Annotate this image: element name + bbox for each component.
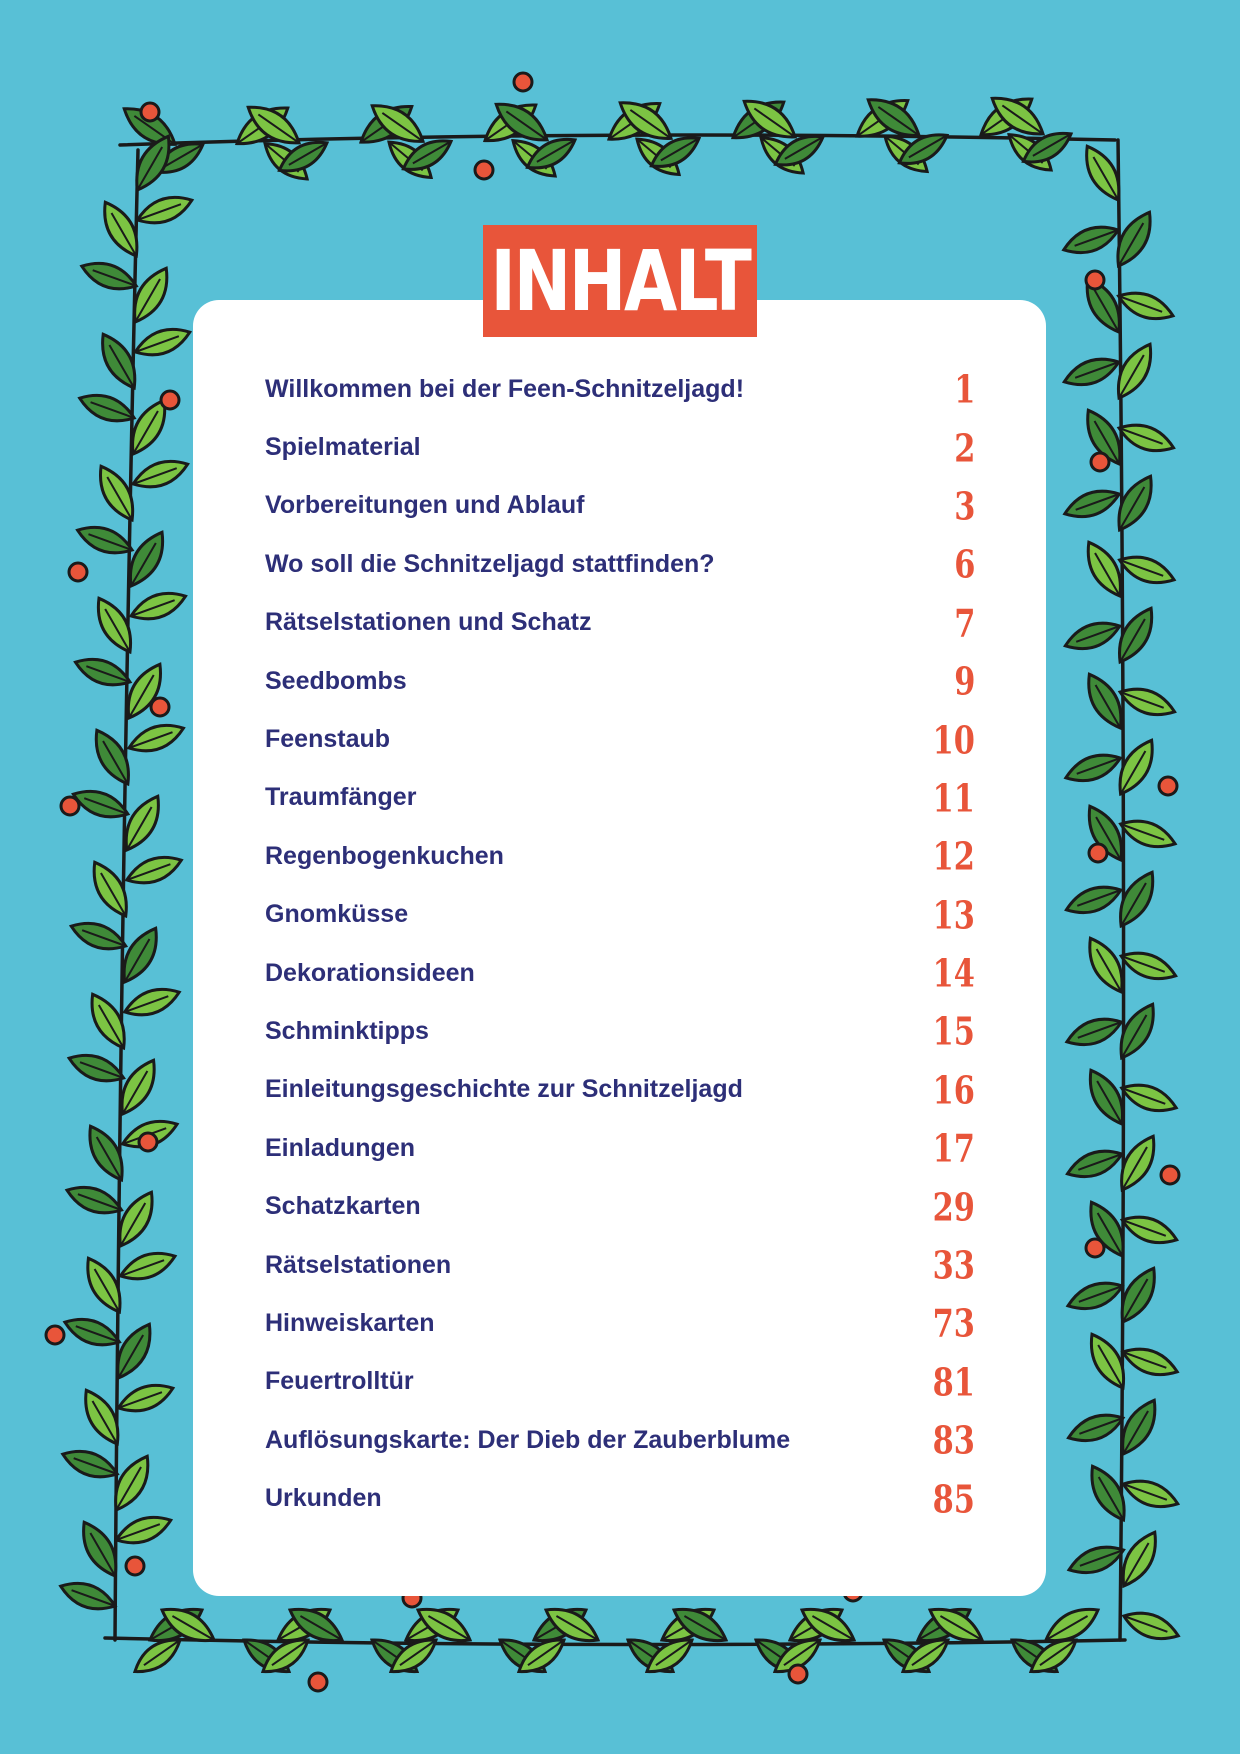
leaf-decoration — [1111, 998, 1162, 1063]
toc-entry-page-number: 29 — [932, 1184, 975, 1230]
leaf-decoration — [57, 1576, 119, 1617]
leaf-decoration — [91, 460, 142, 525]
berry-decoration — [309, 1673, 327, 1691]
toc-entry-page-number: 3 — [953, 483, 975, 529]
toc-entry-title: Feuertrolltür — [265, 1367, 414, 1396]
leaf-decoration — [1064, 1144, 1126, 1185]
berry-decoration — [1086, 271, 1104, 289]
toc-entry-page-number: 73 — [932, 1300, 975, 1346]
toc-entry-title: Willkommen bei der Feen-Schnitzeljagd! — [265, 374, 745, 403]
toc-entry-title: Wo soll die Schnitzeljagd stattfinden? — [265, 549, 715, 578]
toc-entry[interactable] — [265, 360, 980, 418]
toc-entry[interactable] — [265, 1411, 980, 1469]
title-banner — [483, 225, 757, 337]
toc-entry-title: Einladungen — [265, 1133, 415, 1162]
toc-entry[interactable] — [265, 1002, 980, 1060]
leaf-decoration — [1115, 286, 1177, 327]
leaf-decoration — [1063, 1012, 1125, 1053]
leaf-decoration — [72, 652, 134, 693]
toc-entry-title: Gnomküsse — [265, 900, 409, 929]
toc-entry-page-number: 7 — [953, 600, 975, 646]
leaf-decoration — [117, 1246, 179, 1287]
leaf-decoration — [65, 1048, 127, 1089]
leaf-decoration — [1077, 140, 1128, 205]
leaf-decoration — [131, 322, 193, 363]
berry-decoration — [1089, 844, 1107, 862]
leaf-decoration — [129, 454, 191, 495]
toc-entry-page-number: 2 — [953, 425, 975, 471]
leaf-decoration — [1108, 206, 1159, 271]
berry-decoration — [789, 1665, 807, 1683]
toc-entry[interactable] — [265, 1061, 980, 1119]
leaf-decoration — [1061, 484, 1123, 525]
leaf-decoration — [106, 1450, 157, 1515]
leaf-decoration — [1111, 866, 1162, 931]
toc-entry-title: Urkunden — [265, 1484, 382, 1513]
leaf-decoration — [125, 718, 187, 759]
toc-entry[interactable] — [265, 652, 980, 710]
leaf-decoration — [1116, 682, 1178, 723]
table-of-contents — [265, 360, 980, 1528]
berry-decoration — [46, 1326, 64, 1344]
toc-entry-title: Seedbombs — [265, 666, 407, 695]
berry-decoration — [1086, 1239, 1104, 1257]
leaf-decoration — [123, 850, 185, 891]
berry-decoration — [514, 73, 532, 91]
leaf-decoration — [1110, 734, 1161, 799]
toc-entry[interactable] — [265, 886, 980, 944]
toc-entry[interactable] — [265, 1353, 980, 1411]
leaf-decoration — [1120, 1606, 1182, 1647]
toc-entry[interactable] — [265, 769, 980, 827]
leaf-decoration — [82, 988, 133, 1053]
toc-entry[interactable] — [265, 477, 980, 535]
toc-entry-title: Vorbereitungen und Ablauf — [265, 491, 585, 520]
toc-entry-title: Schatzkarten — [265, 1192, 421, 1221]
leaf-decoration — [76, 1384, 127, 1449]
leaf-decoration — [87, 724, 138, 789]
toc-entry-title: Rätselstationen und Schatz — [265, 608, 592, 637]
leaf-decoration — [1110, 602, 1161, 667]
leaf-decoration — [89, 592, 140, 657]
toc-entry[interactable] — [265, 418, 980, 476]
toc-entry[interactable] — [265, 1119, 980, 1177]
leaf-decoration — [115, 1378, 177, 1419]
toc-entry-page-number: 17 — [932, 1125, 975, 1171]
toc-entry-page-number: 16 — [932, 1067, 975, 1113]
toc-entry-title: Einleitungsgeschichte zur Schnitzeljagd — [265, 1075, 743, 1104]
leaf-decoration — [1117, 814, 1179, 855]
toc-entry-page-number: 15 — [932, 1008, 975, 1054]
toc-entry[interactable] — [265, 1177, 980, 1235]
leaf-decoration — [67, 916, 129, 957]
leaf-decoration — [1082, 1460, 1133, 1525]
toc-entry[interactable] — [265, 1469, 980, 1527]
leaf-decoration — [95, 196, 146, 261]
toc-entry-title: Spielmaterial — [265, 433, 421, 462]
leaf-decoration — [1113, 1262, 1164, 1327]
toc-entry-title: Regenbogenkuchen — [265, 841, 504, 870]
toc-entry-title: Traumfänger — [265, 783, 417, 812]
toc-entry-page-number: 6 — [953, 541, 975, 587]
leaf-decoration — [121, 982, 183, 1023]
leaf-decoration — [1060, 220, 1122, 261]
toc-entry-page-number: 13 — [932, 892, 975, 938]
berry-decoration — [69, 563, 87, 581]
toc-entry-title: Dekorationsideen — [265, 958, 475, 987]
leaf-decoration — [80, 1120, 131, 1185]
page-title: INHALT — [490, 232, 750, 330]
leaf-decoration — [78, 256, 140, 297]
berry-decoration — [151, 698, 169, 716]
toc-entry[interactable] — [265, 827, 980, 885]
leaf-decoration — [1115, 418, 1177, 459]
toc-entry-page-number: 11 — [932, 775, 975, 821]
berry-decoration — [1161, 1166, 1179, 1184]
toc-entry-title: Hinweiskarten — [265, 1308, 435, 1337]
toc-entry-title: Feenstaub — [265, 725, 391, 754]
toc-entry-page-number: 14 — [932, 950, 975, 996]
toc-entry[interactable] — [265, 944, 980, 1002]
leaf-decoration — [1116, 550, 1178, 591]
toc-entry[interactable] — [265, 1294, 980, 1352]
berry-decoration — [126, 1557, 144, 1575]
leaf-decoration — [1062, 616, 1124, 657]
toc-entry[interactable] — [265, 594, 980, 652]
toc-entry[interactable] — [265, 710, 980, 768]
leaf-decoration — [1112, 1130, 1163, 1195]
toc-entry-page-number: 33 — [932, 1242, 975, 1288]
toc-entry-title: Auflösungskarte: Der Dieb der Zauberblume — [265, 1425, 791, 1454]
berry-decoration — [1091, 453, 1109, 471]
leaf-decoration — [1118, 1078, 1180, 1119]
leaf-decoration — [1118, 1210, 1180, 1251]
toc-entry-page-number: 12 — [932, 833, 975, 879]
berry-decoration — [139, 1133, 157, 1151]
toc-entry-page-number: 85 — [932, 1476, 975, 1522]
leaf-decoration — [76, 388, 138, 429]
leaf-decoration — [112, 1510, 174, 1551]
toc-entry-page-number: 83 — [932, 1417, 975, 1463]
berry-decoration — [475, 161, 493, 179]
leaf-decoration — [1109, 470, 1160, 535]
toc-entry-page-number: 81 — [932, 1359, 975, 1405]
toc-entry-title: Schminktipps — [265, 1016, 429, 1045]
leaf-decoration — [85, 856, 136, 921]
leaf-decoration — [1065, 1408, 1127, 1449]
leaf-decoration — [78, 1252, 129, 1317]
toc-entry-page-number: 1 — [953, 366, 975, 412]
toc-entry[interactable] — [265, 535, 980, 593]
leaf-decoration — [93, 328, 144, 393]
toc-entry-title: Rätselstationen — [265, 1250, 452, 1279]
toc-entry-page-number: 10 — [932, 717, 975, 763]
leaf-decoration — [1064, 1276, 1126, 1317]
leaf-decoration — [61, 1312, 123, 1353]
berry-decoration — [161, 391, 179, 409]
berry-decoration — [1159, 777, 1177, 795]
toc-entry-page-number: 9 — [953, 658, 975, 704]
leaf-decoration — [1063, 880, 1125, 921]
leaf-decoration — [74, 520, 136, 561]
leaf-decoration — [1117, 946, 1179, 987]
leaf-decoration — [1082, 1328, 1133, 1393]
leaf-decoration — [59, 1444, 121, 1485]
leaf-decoration — [127, 586, 189, 627]
leaf-decoration — [63, 1180, 125, 1221]
leaf-decoration — [74, 1516, 125, 1581]
leaf-decoration — [1060, 352, 1122, 393]
leaf-decoration — [1062, 748, 1124, 789]
leaf-decoration — [1065, 1540, 1127, 1581]
leaf-decoration — [1119, 1474, 1181, 1515]
berry-decoration — [141, 103, 159, 121]
berry-decoration — [61, 797, 79, 815]
leaf-decoration — [1109, 338, 1160, 403]
toc-entry[interactable] — [265, 1236, 980, 1294]
leaf-decoration — [134, 190, 196, 231]
leaf-decoration — [1119, 1342, 1181, 1383]
